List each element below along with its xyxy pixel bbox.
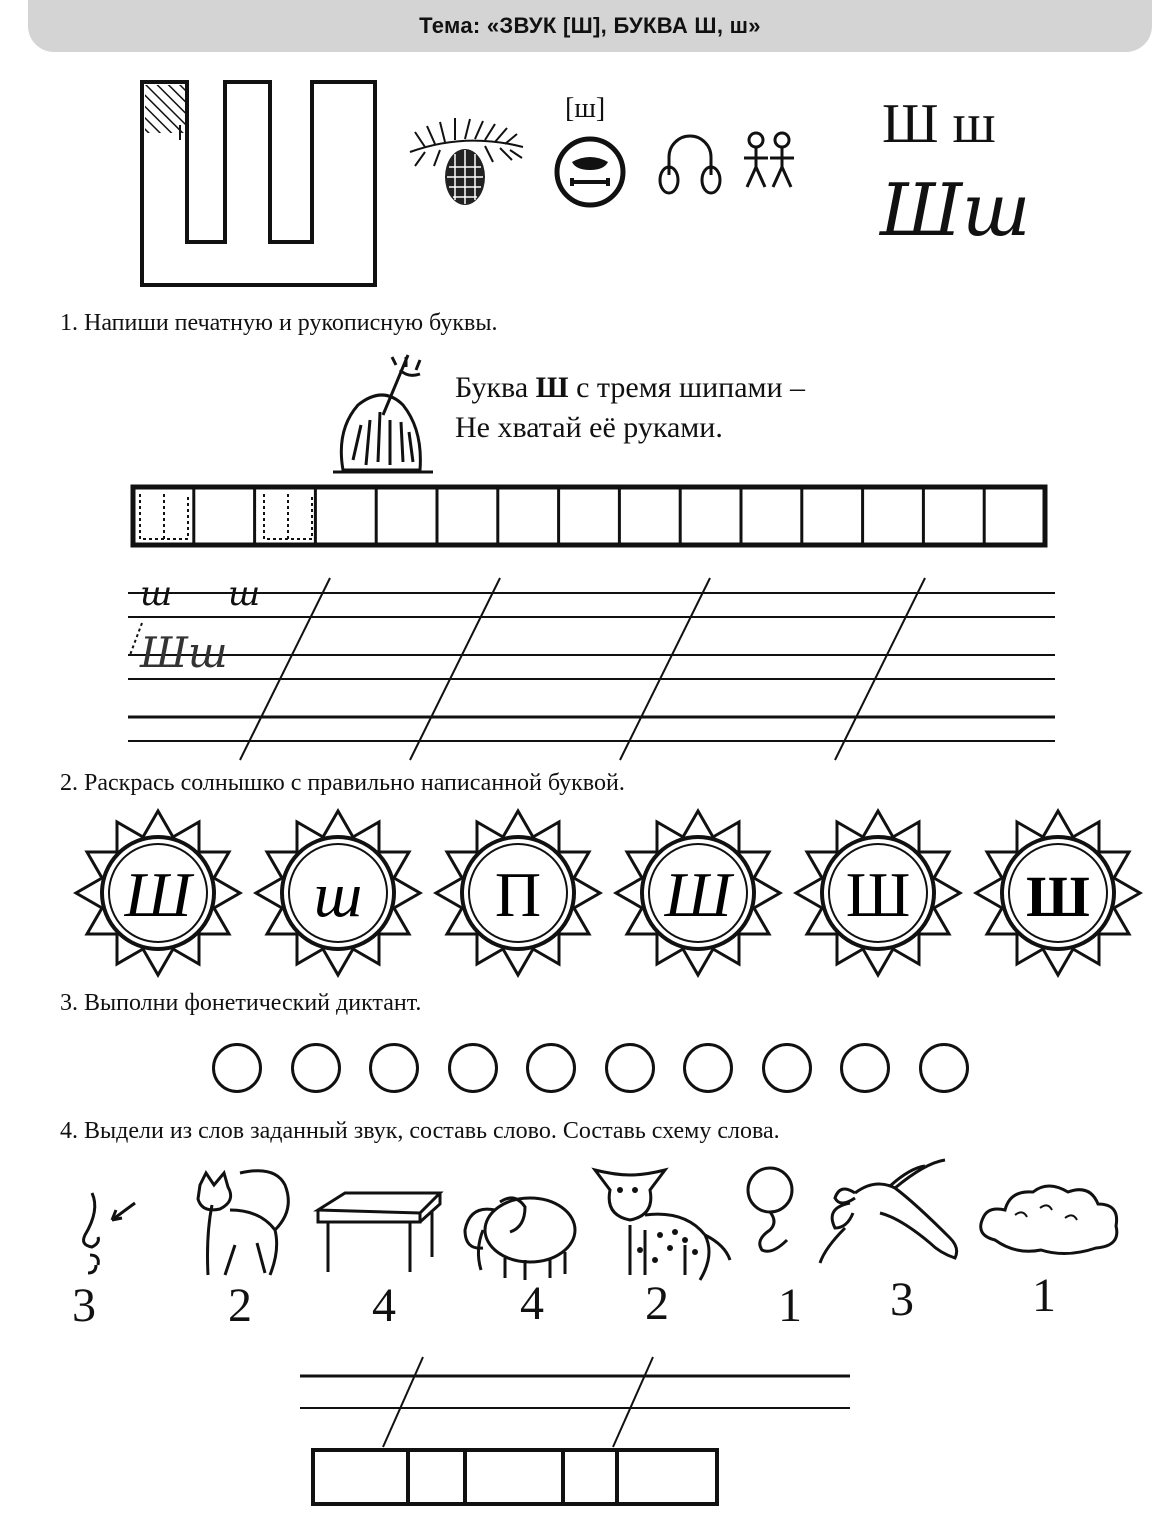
sun-2[interactable] xyxy=(253,808,423,978)
transcription-label: [ш] xyxy=(565,93,606,124)
dictation-circle-8[interactable] xyxy=(762,1043,812,1093)
table-icon xyxy=(310,1185,450,1285)
elephant-icon xyxy=(455,1180,585,1285)
dictation-circle-6[interactable] xyxy=(605,1043,655,1093)
task4-title: 4. Выдели из слов заданный звук, составь слово. Составь схему слова. xyxy=(60,1118,780,1144)
dictation-circle-5[interactable] xyxy=(526,1043,576,1093)
sun-5[interactable] xyxy=(793,808,963,978)
cursive-sample-3: Шш xyxy=(140,628,228,677)
picture-number-leopard: 2 xyxy=(645,1277,669,1330)
printed-letters: Ш ш xyxy=(882,93,996,155)
cloud-icon xyxy=(970,1180,1125,1260)
sun-letter-6: Ш xyxy=(1026,864,1090,929)
dictation-circle-7[interactable] xyxy=(683,1043,733,1093)
cursive-letters: Шш xyxy=(880,168,1031,252)
sun-letter-4: Ш xyxy=(664,859,732,930)
dictation-circle-1[interactable] xyxy=(212,1043,262,1093)
leopard-icon xyxy=(585,1160,735,1285)
task2-title: 2. Раскрась солнышко с правильно написанной буквой. xyxy=(60,770,625,796)
crayfish-icon xyxy=(815,1158,965,1268)
poem-line-1: Буква Ш с тремя шипами – xyxy=(455,371,806,404)
sun-1[interactable] xyxy=(73,808,243,978)
sun-letter-2: ш xyxy=(313,859,363,930)
word-scheme xyxy=(295,1352,860,1512)
picture-number-cat: 2 xyxy=(228,1279,252,1332)
picture-number-nose: 3 xyxy=(72,1279,96,1332)
big-letter-sha-outline xyxy=(130,70,400,300)
dictation-circle-4[interactable] xyxy=(448,1043,498,1093)
sun-6[interactable] xyxy=(973,808,1143,978)
sun-letter-5: Ш xyxy=(845,859,911,930)
picture-number-elephant: 4 xyxy=(520,1277,544,1330)
task3-title: 3. Выполни фонетический диктант. xyxy=(60,990,422,1016)
pine-branch-icon xyxy=(405,92,530,212)
copybook-lines xyxy=(120,575,1060,765)
cursive-sample-2: ш xyxy=(228,574,261,614)
sun-letter-3: П xyxy=(494,859,542,930)
sun-3[interactable] xyxy=(433,808,603,978)
poem xyxy=(455,368,805,448)
balloon-icon xyxy=(740,1165,810,1260)
dictation-circle-10[interactable] xyxy=(919,1043,969,1093)
dictation-circle-2[interactable] xyxy=(291,1043,341,1093)
picture-number-balloon: 1 xyxy=(778,1279,802,1332)
cursive-sample-1: ш xyxy=(140,574,173,614)
sun-letter-1: Ш xyxy=(124,859,192,930)
letter-box-grid xyxy=(130,484,1050,550)
sun-4[interactable] xyxy=(613,808,783,978)
haystack-pitchfork-icon xyxy=(328,350,438,480)
dictation-circle-3[interactable] xyxy=(369,1043,419,1093)
mouth-articulation-icon xyxy=(550,135,630,210)
headphones-icon xyxy=(655,125,725,200)
cat-icon xyxy=(180,1165,300,1290)
two-people-icon xyxy=(740,130,800,195)
picture-number-crayfish: 3 xyxy=(890,1273,914,1326)
picture-number-table: 4 xyxy=(372,1279,396,1332)
dictation-circle-9[interactable] xyxy=(840,1043,890,1093)
topic-title: Тема: «ЗВУК [Ш], БУКВА Ш, ш» xyxy=(419,13,761,38)
topic-header xyxy=(28,0,1152,52)
picture-number-cloud: 1 xyxy=(1032,1269,1056,1322)
poem-line-2: Не хватай её руками. xyxy=(455,411,723,444)
task1-title: 1. Напиши печатную и рукописную буквы. xyxy=(60,310,498,336)
nose-icon xyxy=(70,1185,140,1280)
